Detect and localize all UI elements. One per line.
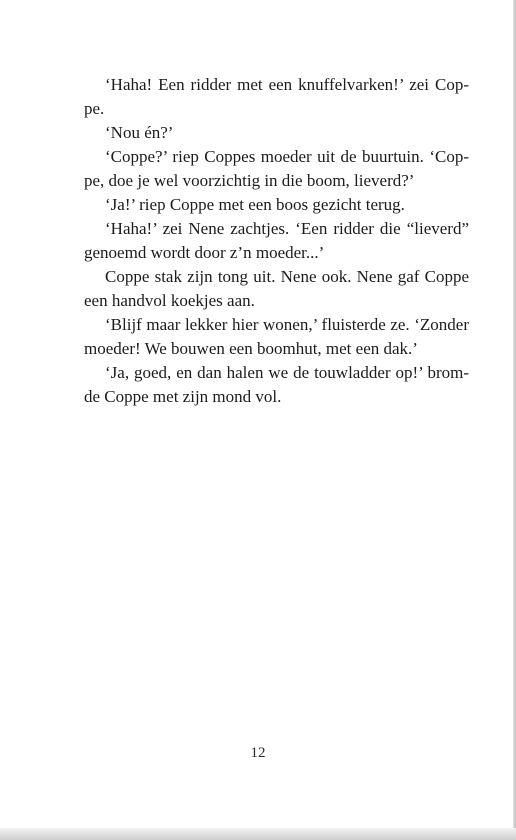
text-line: ‘Ja!’ riep Coppe met een boos gezicht terug. — [105, 195, 405, 214]
body-text — [84, 73, 469, 409]
text-line: pe, doe je wel voorzichtig in die boom, lieverd?’ — [84, 171, 415, 190]
text-line: een handvol koekjes aan. — [84, 291, 255, 310]
paragraph — [84, 313, 469, 361]
text-line: genoemd wordt door z’n moeder...’ — [84, 243, 325, 262]
text-line: ‘Ja, goed, en dan halen we de touwladder op!’ brom- — [105, 363, 469, 382]
paragraph — [84, 361, 469, 409]
paragraph — [84, 145, 469, 193]
text-line: ‘Coppe?’ riep Coppes moeder uit de buurtuin. ‘Cop- — [105, 147, 469, 166]
page-number: 12 — [250, 745, 266, 761]
text-line: ‘Haha!’ zei Nene zachtjes. ‘Een ridder die “lieverd” — [105, 219, 469, 238]
paragraph — [84, 121, 469, 145]
paragraph — [84, 193, 469, 217]
text-line: de Coppe met zijn mond vol. — [84, 387, 282, 406]
paragraph — [84, 217, 469, 265]
text-line: ‘Blijf maar lekker hier wonen,’ fluisterde ze. ‘Zonder — [105, 315, 469, 334]
text-line: moeder! We bouwen een boomhut, met een dak.’ — [84, 339, 418, 358]
paragraph — [84, 265, 469, 313]
paragraph — [84, 73, 469, 121]
text-line: ‘Nou én?’ — [105, 123, 174, 142]
page-edge-bottom — [0, 828, 516, 840]
text-line: Coppe stak zijn tong uit. Nene ook. Nene gaf Coppe — [105, 267, 469, 286]
text-line: ‘Haha! Een ridder met een knuffelvarken!’ zei Cop- — [105, 75, 469, 94]
text-line: pe. — [84, 99, 105, 118]
